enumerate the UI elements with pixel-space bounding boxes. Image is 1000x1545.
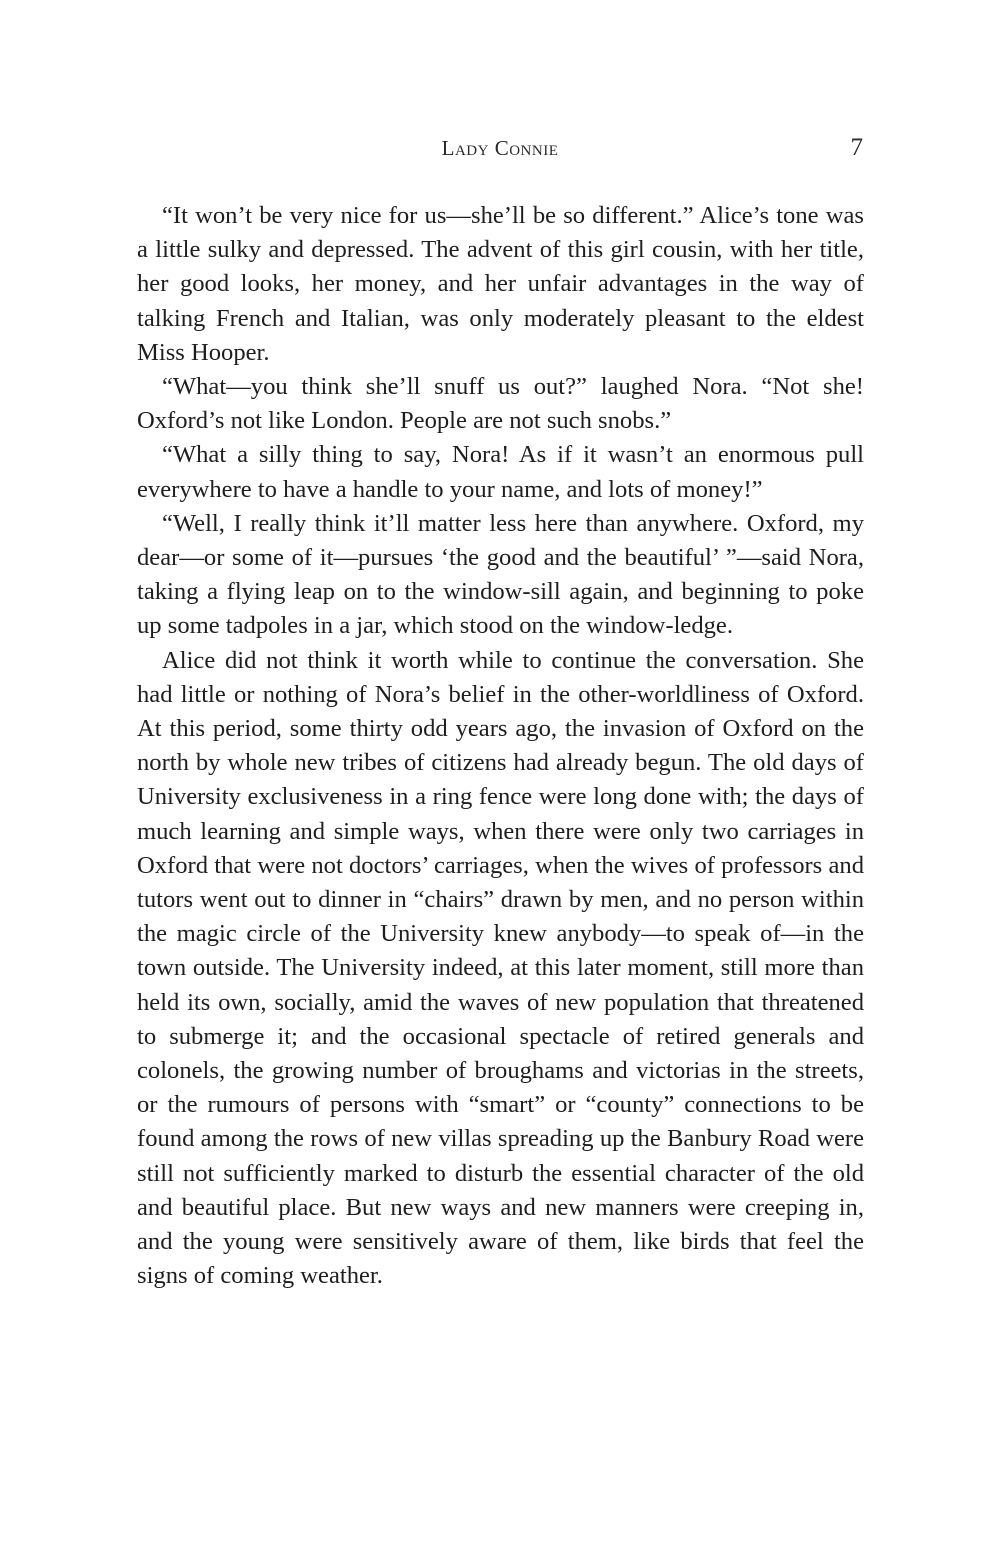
paragraph: “What a silly thing to say, Nora! As if it wasn’t an enormous pull everywhere to have a handle to your name, and lots of money!” <box>137 441 864 503</box>
paragraph: Alice did not think it worth while to continue the conversation. She had little or nothing of Nora’s belief in the other-worldliness of Oxford. At this period, some thirty odd years ago, the invasion of Oxford on the north by whole new tribes of citizens had already begun. The old days of University exclusiveness in a ring fence were long done with; the days of much learning and simple ways, when there were only two carriages in Oxford that were not doctors’ carriages, when the wives of professors and tutors went out to dinner in “chairs” drawn by men, and no person within the magic circle of the University knew anybody—to speak of—in the town outside. The University indeed, at this later moment, still more than held its own, socially, amid the waves of new population that threatened to submerge it; and the occasional spectacle of retired generals and colonels, the growing number of broughams and victorias in the streets, or the rumours of persons with “smart” or “county” connections to be found among the rows of new villas spreading up the Banbury Road were still not sufficiently marked to disturb the essential character of the old and beautiful place. But new ways and new manners were creeping in, and the young were sensitively aware of them, like birds that feel the signs of coming weather. <box>137 646 864 1290</box>
paragraph: “It won’t be very nice for us—she’ll be so different.” Alice’s tone was a little sulky and depressed. The advent of this girl cousin, with her title, her good looks, her money, and her unfair advantages in the way of talking French and Italian, was only moderately pleasant to the eldest Miss Hooper. <box>137 202 864 366</box>
running-header <box>0 136 1000 166</box>
paragraph: “What—you think she’ll snuff us out?” laughed Nora. “Not she! Oxford’s not like London. People are not such snobs.” <box>137 373 864 435</box>
body-text <box>137 199 864 1294</box>
page-number: 7 <box>850 134 863 161</box>
paragraph: “Well, I really think it’ll matter less here than anywhere. Oxford, my dear—or some of it—pursues ‘the good and the beautiful’ ”—said Nora, taking a flying leap on to the window-sill again, and beginning to poke up some tadpoles in a jar, which stood on the window-ledge. <box>137 509 864 640</box>
running-title: Lady Connie <box>441 136 559 160</box>
